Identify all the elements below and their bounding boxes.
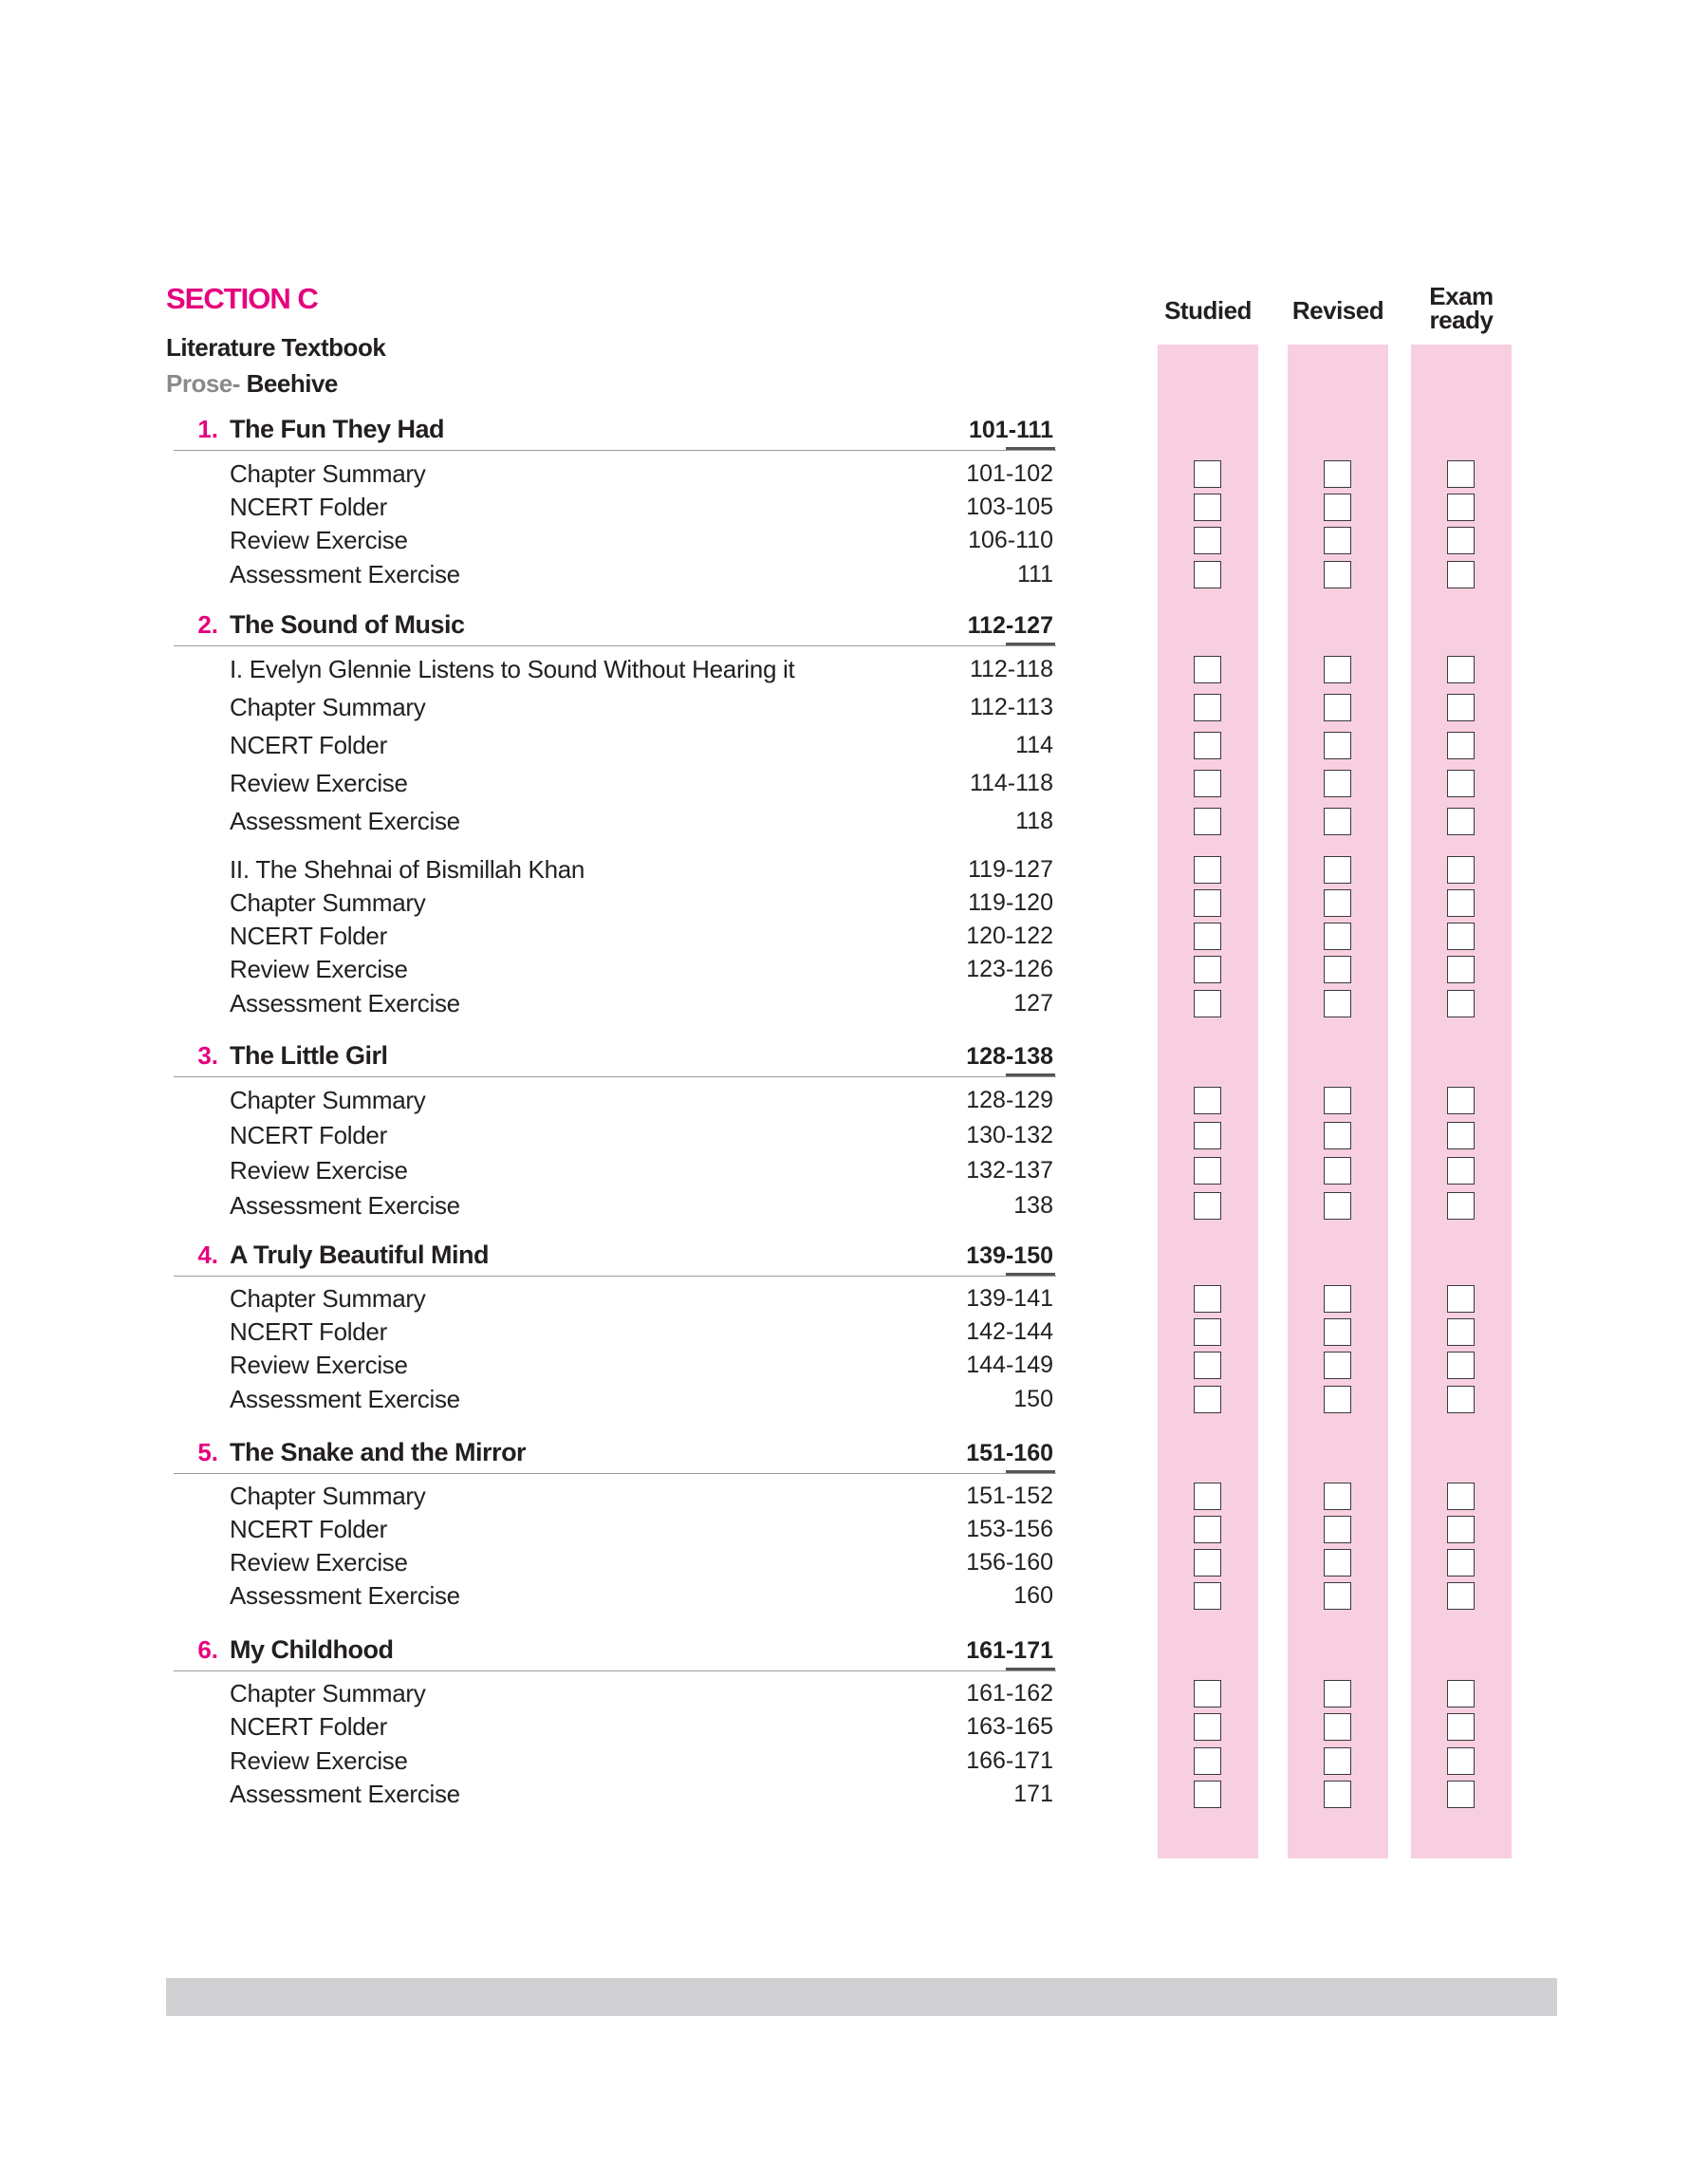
- chapter-divider: [174, 1473, 1056, 1474]
- chapter-title: A Truly Beautiful Mind: [230, 1241, 490, 1269]
- chapter-title: The Fun They Had: [230, 415, 445, 443]
- studied-checkbox[interactable]: [1194, 527, 1221, 554]
- studied-checkbox[interactable]: [1194, 1386, 1221, 1413]
- chapter-divider: [174, 1670, 1056, 1671]
- exam-ready-checkbox[interactable]: [1447, 923, 1475, 950]
- item-pages: 160: [1013, 1582, 1053, 1609]
- studied-checkbox[interactable]: [1194, 732, 1221, 759]
- exam-ready-checkbox[interactable]: [1447, 694, 1475, 721]
- chapter-title: The Snake and the Mirror: [230, 1438, 527, 1466]
- item-pages: 128-129: [966, 1087, 1053, 1113]
- chapter-number: 3.: [197, 1041, 218, 1070]
- item-label: Review Exercise: [230, 1351, 408, 1379]
- item-pages: 106-110: [968, 527, 1053, 553]
- exam-ready-checkbox[interactable]: [1447, 1157, 1475, 1185]
- item-label: NCERT Folder: [230, 1712, 387, 1741]
- item-label: Chapter Summary: [230, 1482, 426, 1510]
- section-title: SECTION C: [166, 282, 318, 315]
- revised-checkbox[interactable]: [1324, 1747, 1351, 1775]
- exam-ready-checkbox[interactable]: [1447, 956, 1475, 983]
- item-label: Review Exercise: [230, 526, 408, 554]
- item-label: NCERT Folder: [230, 1121, 387, 1149]
- chapter-divider-accent: [1006, 1073, 1055, 1076]
- book-name: Beehive: [246, 369, 338, 398]
- studied-checkbox[interactable]: [1194, 1680, 1221, 1707]
- item-label: Chapter Summary: [230, 1284, 426, 1313]
- revised-checkbox[interactable]: [1324, 527, 1351, 554]
- item-label: NCERT Folder: [230, 1515, 387, 1543]
- revised-checkbox[interactable]: [1324, 808, 1351, 835]
- exam-ready-checkbox[interactable]: [1447, 856, 1475, 884]
- exam-ready-checkbox[interactable]: [1447, 1318, 1475, 1346]
- exam-ready-checkbox[interactable]: [1447, 494, 1475, 521]
- item-pages: 163-165: [966, 1713, 1053, 1740]
- studied-checkbox[interactable]: [1194, 1747, 1221, 1775]
- chapter-title: The Little Girl: [230, 1041, 388, 1070]
- studied-checkbox[interactable]: [1194, 1285, 1221, 1313]
- revised-checkbox[interactable]: [1324, 732, 1351, 759]
- studied-checkbox[interactable]: [1194, 1516, 1221, 1543]
- studied-checkbox[interactable]: [1194, 956, 1221, 983]
- item-pages: 112-113: [969, 694, 1053, 720]
- item-pages: 123-126: [966, 956, 1053, 982]
- item-pages: 144-149: [966, 1352, 1053, 1378]
- item-pages: 142-144: [966, 1318, 1053, 1345]
- item-label: Assessment Exercise: [230, 1780, 460, 1808]
- item-label: NCERT Folder: [230, 493, 387, 521]
- chapter-number: 2.: [197, 610, 218, 639]
- item-pages: 138: [1013, 1192, 1053, 1219]
- chapter-pages: 128-138: [966, 1043, 1053, 1070]
- exam-ready-checkbox[interactable]: [1447, 1192, 1475, 1220]
- item-pages: 119-120: [968, 889, 1053, 916]
- studied-checkbox[interactable]: [1194, 1781, 1221, 1808]
- chapter-divider-accent: [1006, 643, 1055, 645]
- item-label: Chapter Summary: [230, 459, 426, 488]
- studied-checkbox[interactable]: [1194, 561, 1221, 588]
- exam-ready-checkbox[interactable]: [1447, 656, 1475, 683]
- sub-section-label: II. The Shehnai of Bismillah Khan: [230, 855, 585, 884]
- chapter-divider-accent: [1006, 447, 1055, 450]
- item-label: Review Exercise: [230, 1548, 408, 1577]
- studied-checkbox[interactable]: [1194, 923, 1221, 950]
- item-pages: 103-105: [966, 494, 1053, 520]
- studied-checkbox[interactable]: [1194, 1483, 1221, 1510]
- item-label: NCERT Folder: [230, 1317, 387, 1346]
- item-pages: 130-132: [966, 1122, 1053, 1148]
- exam-ready-checkbox[interactable]: [1447, 1122, 1475, 1149]
- item-label: Review Exercise: [230, 1156, 408, 1185]
- exam-ready-checkbox[interactable]: [1447, 1386, 1475, 1413]
- revised-checkbox[interactable]: [1324, 856, 1351, 884]
- revised-checkbox[interactable]: [1324, 889, 1351, 917]
- revised-checkbox[interactable]: [1324, 1582, 1351, 1610]
- item-label: Assessment Exercise: [230, 1191, 460, 1220]
- item-label: Assessment Exercise: [230, 807, 460, 835]
- studied-checkbox[interactable]: [1194, 1352, 1221, 1379]
- revised-checkbox[interactable]: [1324, 1549, 1351, 1577]
- revised-checkbox[interactable]: [1324, 770, 1351, 797]
- revised-checkbox[interactable]: [1324, 923, 1351, 950]
- revised-checkbox[interactable]: [1324, 956, 1351, 983]
- revised-checkbox[interactable]: [1324, 494, 1351, 521]
- chapter-number: 4.: [197, 1241, 218, 1269]
- item-label: Assessment Exercise: [230, 989, 460, 1017]
- item-pages: 127: [1013, 990, 1053, 1017]
- exam-ready-checkbox[interactable]: [1447, 1680, 1475, 1707]
- chapter-divider: [174, 1276, 1056, 1277]
- chapter-pages: 139-150: [966, 1242, 1053, 1269]
- footer-bar: [166, 1978, 1557, 2016]
- studied-checkbox[interactable]: [1194, 808, 1221, 835]
- exam-ready-checkbox[interactable]: [1447, 889, 1475, 917]
- item-pages: 114: [1015, 732, 1053, 758]
- chapter-pages: 112-127: [967, 612, 1053, 639]
- studied-checkbox[interactable]: [1194, 856, 1221, 884]
- studied-checkbox[interactable]: [1194, 889, 1221, 917]
- item-label: Chapter Summary: [230, 888, 426, 917]
- chapter-title: The Sound of Music: [230, 610, 465, 639]
- exam-ready-checkbox[interactable]: [1447, 808, 1475, 835]
- item-label: Review Exercise: [230, 955, 408, 983]
- item-pages: 161-162: [966, 1680, 1053, 1707]
- column-header-revised: Revised: [1291, 296, 1384, 325]
- item-pages: 114-118: [969, 770, 1053, 796]
- exam-ready-checkbox[interactable]: [1447, 1582, 1475, 1610]
- studied-checkbox[interactable]: [1194, 1087, 1221, 1114]
- item-label: Review Exercise: [230, 1746, 408, 1775]
- subtitle: Literature Textbook: [166, 333, 386, 362]
- exam-ready-checkbox[interactable]: [1447, 1747, 1475, 1775]
- item-pages: 132-137: [966, 1157, 1053, 1184]
- studied-checkbox[interactable]: [1194, 1157, 1221, 1185]
- item-label: Chapter Summary: [230, 1679, 426, 1707]
- studied-checkbox[interactable]: [1194, 1192, 1221, 1220]
- column-header-studied: Studied: [1164, 296, 1252, 325]
- chapter-divider-accent: [1006, 1273, 1055, 1276]
- exam-ready-checkbox[interactable]: [1447, 1781, 1475, 1808]
- chapter-divider-accent: [1006, 1470, 1055, 1473]
- studied-checkbox[interactable]: [1194, 494, 1221, 521]
- revised-checkbox[interactable]: [1324, 1318, 1351, 1346]
- chapter-number: 5.: [197, 1438, 218, 1466]
- item-pages: 153-156: [966, 1516, 1053, 1542]
- chapter-divider: [174, 1076, 1056, 1077]
- revised-checkbox[interactable]: [1324, 1386, 1351, 1413]
- chapter-pages: 161-171: [966, 1637, 1053, 1664]
- chapter-divider-accent: [1006, 1668, 1055, 1670]
- revised-checkbox[interactable]: [1324, 1680, 1351, 1707]
- item-pages: 150: [1013, 1386, 1053, 1412]
- studied-checkbox[interactable]: [1194, 1713, 1221, 1741]
- column-header-exam-ready: Exam ready: [1429, 282, 1494, 334]
- item-pages: 139-141: [966, 1285, 1053, 1312]
- revised-checkbox[interactable]: [1324, 460, 1351, 488]
- revised-checkbox[interactable]: [1324, 1483, 1351, 1510]
- chapter-number: 1.: [197, 415, 218, 443]
- chapter-title: My Childhood: [230, 1635, 394, 1664]
- exam-ready-checkbox[interactable]: [1447, 561, 1475, 588]
- revised-checkbox[interactable]: [1324, 1285, 1351, 1313]
- chapter-divider: [174, 645, 1056, 646]
- exam-ready-checkbox[interactable]: [1447, 770, 1475, 797]
- item-pages: 156-160: [966, 1549, 1053, 1576]
- revised-checkbox[interactable]: [1324, 561, 1351, 588]
- revised-checkbox[interactable]: [1324, 694, 1351, 721]
- revised-checkbox[interactable]: [1324, 1122, 1351, 1149]
- revised-checkbox[interactable]: [1324, 656, 1351, 683]
- exam-ready-checkbox[interactable]: [1447, 1483, 1475, 1510]
- item-pages: 166-171: [966, 1747, 1053, 1774]
- item-pages: 171: [1013, 1781, 1053, 1807]
- revised-checkbox[interactable]: [1324, 990, 1351, 1017]
- studied-checkbox[interactable]: [1194, 770, 1221, 797]
- studied-checkbox[interactable]: [1194, 1582, 1221, 1610]
- chapter-pages: 151-160: [966, 1440, 1053, 1466]
- book-prefix: Prose-: [166, 369, 240, 398]
- chapter-pages: 101-111: [969, 417, 1053, 443]
- item-label: Chapter Summary: [230, 693, 426, 721]
- item-label: Assessment Exercise: [230, 560, 460, 588]
- item-label: NCERT Folder: [230, 922, 387, 950]
- chapter-number: 6.: [197, 1635, 218, 1664]
- item-label: Assessment Exercise: [230, 1581, 460, 1610]
- item-pages: 118: [1015, 808, 1053, 834]
- revised-checkbox[interactable]: [1324, 1781, 1351, 1808]
- exam-ready-checkbox[interactable]: [1447, 1285, 1475, 1313]
- exam-ready-checkbox[interactable]: [1447, 1549, 1475, 1577]
- book-line: [166, 369, 338, 399]
- exam-ready-checkbox[interactable]: [1447, 460, 1475, 488]
- sub-section-label: I. Evelyn Glennie Listens to Sound Without Hearing it: [230, 655, 795, 683]
- revised-checkbox[interactable]: [1324, 1516, 1351, 1543]
- item-pages: 112-118: [969, 656, 1053, 682]
- studied-checkbox[interactable]: [1194, 1122, 1221, 1149]
- exam-ready-checkbox[interactable]: [1447, 1087, 1475, 1114]
- exam-ready-checkbox[interactable]: [1447, 990, 1475, 1017]
- studied-checkbox[interactable]: [1194, 460, 1221, 488]
- studied-checkbox[interactable]: [1194, 1318, 1221, 1346]
- studied-checkbox[interactable]: [1194, 656, 1221, 683]
- revised-checkbox[interactable]: [1324, 1352, 1351, 1379]
- item-pages: 119-127: [968, 856, 1053, 883]
- revised-checkbox[interactable]: [1324, 1087, 1351, 1114]
- studied-checkbox[interactable]: [1194, 694, 1221, 721]
- exam-ready-checkbox[interactable]: [1447, 1516, 1475, 1543]
- revised-checkbox[interactable]: [1324, 1713, 1351, 1741]
- item-pages: 111: [1016, 561, 1053, 588]
- studied-checkbox[interactable]: [1194, 990, 1221, 1017]
- item-label: NCERT Folder: [230, 731, 387, 759]
- revised-checkbox[interactable]: [1324, 1157, 1351, 1185]
- exam-ready-checkbox[interactable]: [1447, 732, 1475, 759]
- item-pages: 120-122: [966, 923, 1053, 949]
- exam-ready-checkbox[interactable]: [1447, 1352, 1475, 1379]
- item-label: Chapter Summary: [230, 1086, 426, 1114]
- studied-checkbox[interactable]: [1194, 1549, 1221, 1577]
- chapter-divider: [174, 450, 1056, 451]
- revised-checkbox[interactable]: [1324, 1192, 1351, 1220]
- item-label: Review Exercise: [230, 769, 408, 797]
- exam-ready-checkbox[interactable]: [1447, 527, 1475, 554]
- item-pages: 101-102: [966, 460, 1053, 487]
- exam-ready-checkbox[interactable]: [1447, 1713, 1475, 1741]
- item-pages: 151-152: [966, 1483, 1053, 1509]
- item-label: Assessment Exercise: [230, 1385, 460, 1413]
